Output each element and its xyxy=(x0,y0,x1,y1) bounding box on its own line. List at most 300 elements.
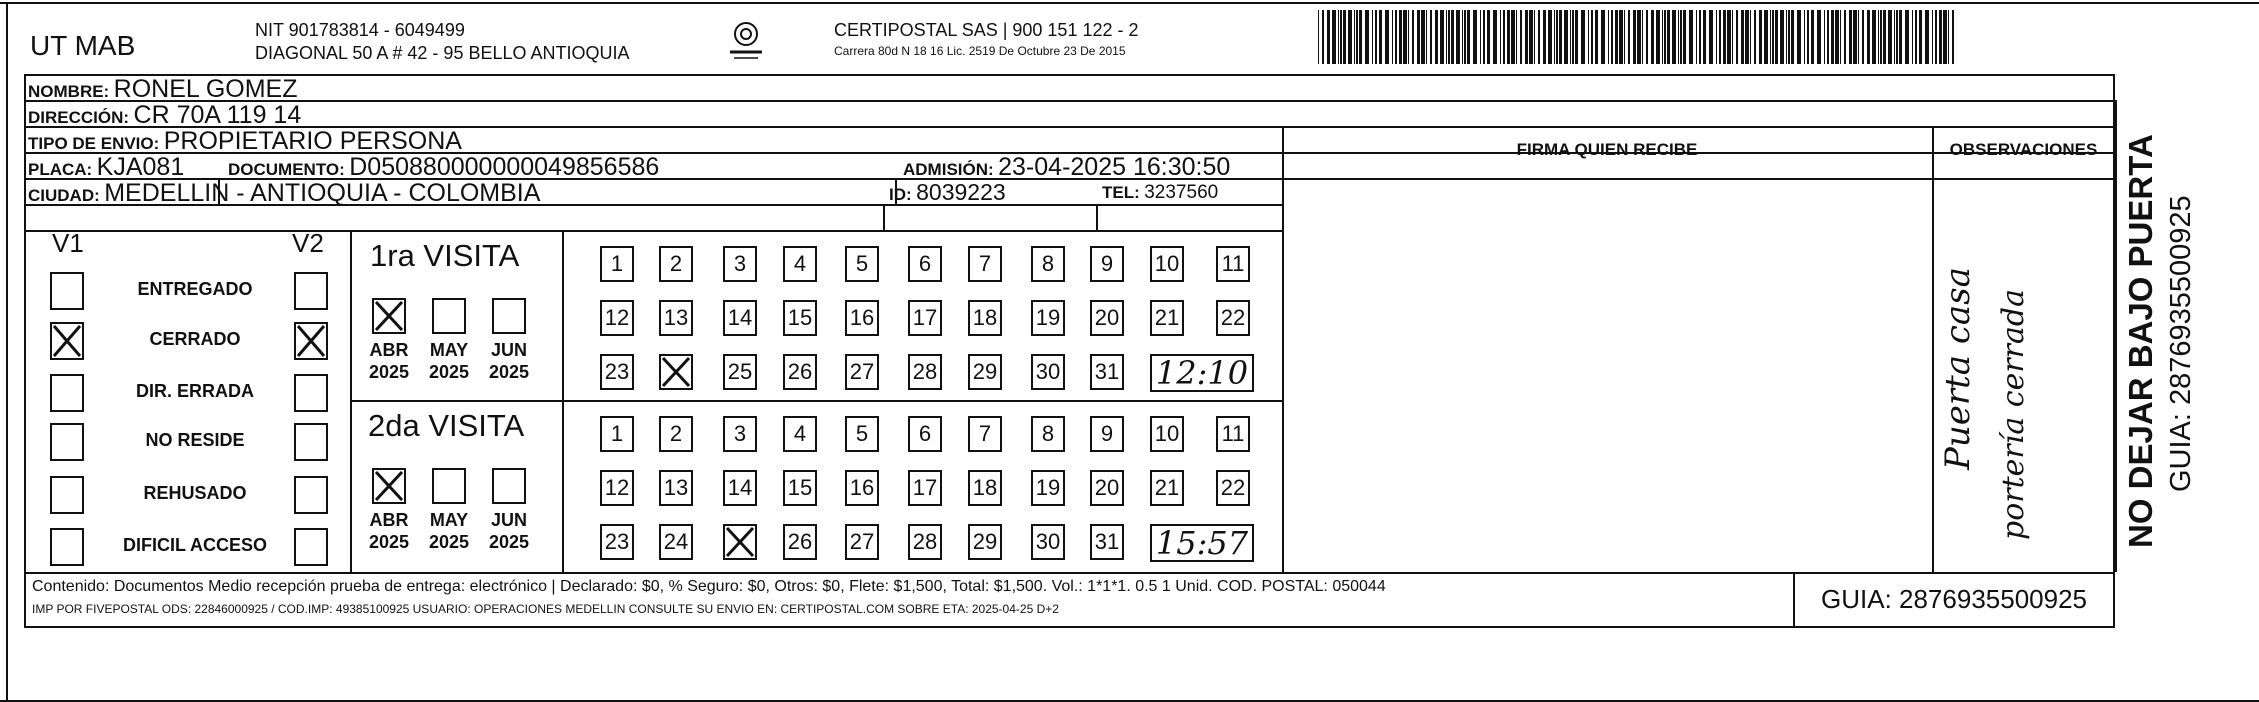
barcode-bar xyxy=(1915,10,1917,64)
barcode-bar xyxy=(1709,10,1713,64)
day-box[interactable]: 27 xyxy=(845,354,879,390)
day-box[interactable]: 4 xyxy=(783,246,817,282)
barcode-bar xyxy=(1699,10,1701,64)
barcode-bar xyxy=(1318,10,1319,64)
barcode-bar xyxy=(1511,10,1515,64)
row-line xyxy=(24,100,2115,102)
barcode-bar xyxy=(1507,10,1510,64)
day-box[interactable]: 15 xyxy=(783,300,817,336)
ciudad-value: MEDELLIN - ANTIOQUIA - COLOMBIA xyxy=(104,179,541,207)
barcode-bar xyxy=(1736,10,1738,64)
placa-row xyxy=(28,153,184,182)
barcode-bar xyxy=(1683,10,1686,64)
barcode-bar xyxy=(1611,10,1613,64)
month-checkbox[interactable] xyxy=(372,468,406,504)
barcode-bar xyxy=(1525,10,1528,64)
day-box[interactable]: 6 xyxy=(908,416,942,452)
barcode-bar xyxy=(1343,10,1346,64)
year-label: 2025 xyxy=(488,362,530,382)
barcode-bar xyxy=(1804,10,1805,64)
day-box[interactable]: 14 xyxy=(723,470,757,506)
barcode-bar xyxy=(1595,10,1598,64)
barcode-bar xyxy=(1340,10,1342,64)
carrier-license: Carrera 80d N 18 16 Lic. 2519 De Octubre 23 De 2015 xyxy=(834,44,1126,58)
barcode-bar xyxy=(1689,10,1693,64)
row-line xyxy=(1282,178,2115,180)
barcode-bar xyxy=(1849,10,1852,64)
day-box[interactable]: 19 xyxy=(1031,300,1065,336)
barcode-bar xyxy=(1633,10,1636,64)
barcode-bar xyxy=(1464,10,1466,64)
barcode-bar xyxy=(1678,10,1679,64)
barcode-bar xyxy=(1716,10,1717,64)
barcode-bar xyxy=(1824,10,1825,64)
barcode-bar xyxy=(1322,10,1324,64)
year-label: 2025 xyxy=(368,532,410,552)
status-label: REHUSADO xyxy=(143,483,247,503)
barcode-bar xyxy=(1608,10,1609,64)
day-box[interactable]: 18 xyxy=(968,300,1002,336)
barcode-bar xyxy=(1354,10,1355,64)
barcode-bar xyxy=(1672,10,1676,64)
id-value: 8039223 xyxy=(916,179,1006,205)
barcode-bar xyxy=(1853,10,1857,64)
day-box[interactable]: 14 xyxy=(723,300,757,336)
day-box[interactable]: 10 xyxy=(1150,246,1184,282)
barcode-bar xyxy=(1741,10,1744,64)
barcode-bar xyxy=(1750,10,1751,64)
v1-checkbox[interactable] xyxy=(50,272,84,310)
barcode-bar xyxy=(1493,10,1497,64)
col-line xyxy=(1932,126,1934,572)
barcode-bar xyxy=(1642,10,1643,64)
barcode-bar xyxy=(1880,10,1882,64)
day-box[interactable]: 18 xyxy=(968,470,1002,506)
day-box[interactable]: 22 xyxy=(1216,470,1250,506)
barcode-bar xyxy=(1516,10,1517,64)
barcode-bar xyxy=(1807,10,1809,64)
direccion-value: CR 70A 119 14 xyxy=(133,101,302,129)
barcode-bar xyxy=(1894,10,1895,64)
barcode-bar xyxy=(1487,10,1490,64)
barcode-bar xyxy=(1844,10,1846,64)
month-label: ABR xyxy=(369,340,409,360)
barcode-bar xyxy=(1939,10,1942,64)
col-line xyxy=(1096,204,1098,230)
v1-checkbox[interactable] xyxy=(50,528,84,566)
barcode-bar xyxy=(1348,10,1352,64)
barcode-bar xyxy=(1554,10,1555,64)
status-label: DIFICIL ACCESO xyxy=(122,535,267,555)
month-label: ABR xyxy=(369,510,409,530)
day-box[interactable]: 21 xyxy=(1150,470,1184,506)
month-checkbox[interactable] xyxy=(492,468,526,504)
barcode-bar xyxy=(1430,10,1432,64)
day-box[interactable]: 25 xyxy=(723,354,757,390)
admision-label: ADMISIÓN: xyxy=(903,160,994,179)
year-label: 2025 xyxy=(488,532,530,552)
day-box[interactable]: 21 xyxy=(1150,300,1184,336)
barcode-bar xyxy=(1775,10,1778,64)
barcode-bar xyxy=(1831,10,1834,64)
barcode-bar xyxy=(1581,10,1585,64)
barcode-bar xyxy=(1745,10,1749,64)
barcode-bar xyxy=(1619,10,1623,64)
day-box[interactable]: 11 xyxy=(1216,416,1250,452)
barcode-bar xyxy=(1375,10,1377,64)
barcode-bar xyxy=(1412,10,1414,64)
barcode-bar xyxy=(1327,10,1330,64)
barcode-bar xyxy=(1570,10,1571,64)
side-guia-text: GUIA: 2876935500925 xyxy=(2165,195,2197,492)
v2-checkbox[interactable] xyxy=(294,528,328,566)
barcode-bar xyxy=(1456,10,1460,64)
barcode-bar xyxy=(1656,10,1660,64)
day-box[interactable]: 11 xyxy=(1216,246,1250,282)
day-box[interactable]: 7 xyxy=(968,246,1002,282)
tel-value: 3237560 xyxy=(1144,182,1219,203)
col-line xyxy=(2115,100,2117,572)
direccion-label: DIRECCIÓN: xyxy=(28,108,130,127)
barcode-bar xyxy=(1858,10,1859,64)
certipostal-logo-icon xyxy=(716,18,776,64)
documento-value: D050880000000049856586 xyxy=(349,153,660,181)
barcode-bar xyxy=(1448,10,1450,64)
year-label: 2025 xyxy=(368,362,410,382)
tipo-row xyxy=(28,127,462,156)
id-label: ID: xyxy=(889,185,912,204)
day-box[interactable]: 6 xyxy=(908,246,942,282)
barcode-bar xyxy=(1480,10,1481,64)
barcode-bar xyxy=(1591,10,1593,64)
v2-checkbox[interactable] xyxy=(294,423,328,461)
day-box[interactable]: 26 xyxy=(783,524,817,560)
ciudad-row xyxy=(28,179,540,208)
tel-row xyxy=(1102,182,1218,204)
day-box[interactable]: 13 xyxy=(659,300,693,336)
status-label: CERRADO xyxy=(149,329,241,349)
barcode-bar xyxy=(1365,10,1369,64)
barcode-bar xyxy=(1601,10,1605,64)
month-label: MAY xyxy=(429,340,469,360)
day-box[interactable]: 27 xyxy=(845,524,879,560)
barcode-bar xyxy=(1764,10,1768,64)
barcode-bar xyxy=(1754,10,1756,64)
barcode-bar xyxy=(1811,10,1814,64)
barcode-bar xyxy=(1338,10,1339,64)
day-box[interactable]: 12 xyxy=(600,300,634,336)
barcode-bar xyxy=(1680,10,1682,64)
status-label: NO RESIDE xyxy=(145,430,245,450)
day-box[interactable]: 17 xyxy=(908,300,942,336)
barcode-bar xyxy=(1797,10,1801,64)
col-line xyxy=(883,204,885,230)
barcode-bar xyxy=(1503,10,1505,64)
month-label: MAY xyxy=(429,510,469,530)
barcode-bar xyxy=(1392,10,1393,64)
barcode-bar xyxy=(1948,10,1949,64)
day-box[interactable]: 20 xyxy=(1090,300,1124,336)
left-edge xyxy=(6,2,8,700)
barcode-bar xyxy=(1791,10,1794,64)
barcode-bar xyxy=(1770,10,1771,64)
day-box[interactable]: 17 xyxy=(908,470,942,506)
barcode-bar xyxy=(1872,10,1876,64)
top-edge xyxy=(0,2,2259,4)
day-box[interactable]: 2 xyxy=(659,246,693,282)
barcode-bar xyxy=(1827,10,1829,64)
nit-text: NIT 901783814 - 6049499 xyxy=(255,20,465,40)
day-box[interactable]: 29 xyxy=(968,524,1002,560)
year-label: 2025 xyxy=(428,532,470,552)
barcode-bar xyxy=(1529,10,1533,64)
barcode-bar xyxy=(1888,10,1892,64)
day-box[interactable]: 13 xyxy=(659,470,693,506)
barcode-bar xyxy=(1403,10,1407,64)
barcode-bar xyxy=(1572,10,1574,64)
barcode-bar xyxy=(1356,10,1358,64)
barcode-bar xyxy=(1564,10,1568,64)
barcode xyxy=(1318,10,1958,64)
barcode-bar xyxy=(1359,10,1362,64)
barcode-bar xyxy=(1759,10,1762,64)
admision-value: 23-04-2025 16:30:50 xyxy=(998,153,1231,181)
barcode-bar xyxy=(1772,10,1774,64)
day-box[interactable]: 16 xyxy=(845,470,879,506)
barcode-bar xyxy=(1588,10,1589,64)
barcode-bar xyxy=(1628,10,1630,64)
barcode-bar xyxy=(1932,10,1933,64)
barcode-bar xyxy=(1446,10,1447,64)
barcode-bar xyxy=(1952,10,1954,64)
day-box[interactable]: 5 xyxy=(845,246,879,282)
day-box[interactable] xyxy=(659,354,693,390)
firma-header: FIRMA QUIEN RECIBE xyxy=(1516,140,1698,159)
barcode-bar xyxy=(1483,10,1485,64)
v1-checkbox[interactable] xyxy=(50,374,84,412)
barcode-bar xyxy=(1332,10,1336,64)
barcode-bar xyxy=(1575,10,1578,64)
barcode-bar xyxy=(1543,10,1546,64)
day-box[interactable]: 2 xyxy=(659,416,693,452)
barcode-bar xyxy=(1435,10,1438,64)
barcode-bar xyxy=(1500,10,1501,64)
barcode-bar xyxy=(1667,10,1670,64)
barcode-bar xyxy=(1462,10,1463,64)
observation-line-1: Puerta casa xyxy=(1938,267,1978,470)
barcode-bar xyxy=(1646,10,1648,64)
day-box[interactable]: 20 xyxy=(1090,470,1124,506)
barcode-bar xyxy=(1862,10,1864,64)
tipo-value: PROPIETARIO PERSONA xyxy=(163,127,462,155)
barcode-bar xyxy=(1896,10,1898,64)
tel-label: TEL: xyxy=(1102,183,1140,202)
barcode-bar xyxy=(1780,10,1784,64)
day-box[interactable]: 29 xyxy=(968,354,1002,390)
v2-label: V2 xyxy=(292,228,324,258)
barcode-bar xyxy=(1624,10,1625,64)
placa-label: PLACA: xyxy=(28,160,93,179)
day-box[interactable] xyxy=(723,524,757,560)
month-checkbox[interactable] xyxy=(432,298,466,334)
v2-checkbox[interactable] xyxy=(294,272,328,310)
barcode-bar xyxy=(1395,10,1397,64)
nombre-row xyxy=(28,75,298,104)
col-line xyxy=(1282,126,1284,572)
barcode-bar xyxy=(1878,10,1879,64)
barcode-bar xyxy=(1867,10,1870,64)
brand-name: UT MAB xyxy=(30,30,136,61)
barcode-bar xyxy=(1919,10,1922,64)
year-label: 2025 xyxy=(428,362,470,382)
v2-checkbox[interactable] xyxy=(294,374,328,412)
footer-imp: IMP POR FIVEPOSTAL ODS: 22846000925 / COD.IMP: 49385100925 USUARIO: OPERACIONES MEDELLIN CONSULTE SU ENVIO EN: CERTIPOSTAL.COM SOBRE ETA: 2025-04-25 D+2 xyxy=(32,602,1059,616)
day-box[interactable]: 3 xyxy=(723,246,757,282)
barcode-bar xyxy=(1817,10,1821,64)
barcode-bar xyxy=(1473,10,1477,64)
barcode-bar xyxy=(1556,10,1558,64)
day-box[interactable]: 23 xyxy=(600,354,634,390)
v1-checkbox[interactable] xyxy=(50,476,84,514)
day-box[interactable]: 31 xyxy=(1090,524,1124,560)
day-box[interactable]: 16 xyxy=(845,300,879,336)
carrier-name: CERTIPOSTAL SAS | 900 151 122 - 2 xyxy=(834,20,1139,40)
barcode-bar xyxy=(1440,10,1444,64)
barcode-bar xyxy=(1651,10,1654,64)
barcode-bar xyxy=(1935,10,1937,64)
month-checkbox[interactable] xyxy=(492,298,526,334)
barcode-bar xyxy=(1883,10,1886,64)
day-box[interactable]: 23 xyxy=(600,524,634,560)
sender-address: DIAGONAL 50 A # 42 - 95 BELLO ANTIOQUIA xyxy=(255,43,630,63)
barcode-bar xyxy=(1732,10,1733,64)
barcode-bar xyxy=(1615,10,1618,64)
observation-line-2: portería cerrada xyxy=(1996,289,2031,540)
day-box[interactable]: 4 xyxy=(783,416,817,452)
observaciones-header: OBSERVACIONES xyxy=(1949,140,2098,159)
day-box[interactable]: 8 xyxy=(1031,246,1065,282)
day-box[interactable]: 28 xyxy=(908,354,942,390)
visit2-title: 2da VISITA xyxy=(368,408,525,443)
id-row xyxy=(889,179,1006,206)
ciudad-label: CIUDAD: xyxy=(28,186,100,205)
barcode-bar xyxy=(1899,10,1902,64)
barcode-bar xyxy=(1840,10,1841,64)
visit1-title: 1ra VISITA xyxy=(370,238,520,273)
day-box[interactable]: 31 xyxy=(1090,354,1124,390)
month-label: JUN xyxy=(490,340,527,360)
day-box[interactable]: 5 xyxy=(845,416,879,452)
barcode-bar xyxy=(1417,10,1420,64)
day-box[interactable]: 30 xyxy=(1031,354,1065,390)
barcode-bar xyxy=(1835,10,1839,64)
admision-row xyxy=(903,153,1230,182)
footer-line xyxy=(24,572,2115,574)
barcode-bar xyxy=(1372,10,1373,64)
barcode-bar xyxy=(1727,10,1731,64)
barcode-bar xyxy=(1408,10,1409,64)
day-box[interactable]: 12 xyxy=(600,470,634,506)
day-box[interactable]: 26 xyxy=(783,354,817,390)
day-box[interactable]: 8 xyxy=(1031,416,1065,452)
barcode-bar xyxy=(1534,10,1535,64)
visit-time: 15:57 xyxy=(1150,524,1254,562)
barcode-bar xyxy=(1426,10,1427,64)
v1-checkbox[interactable] xyxy=(50,322,84,360)
footer-guia: GUIA: 2876935500925 xyxy=(1821,584,2087,614)
month-checkbox[interactable] xyxy=(432,468,466,504)
day-box[interactable]: 22 xyxy=(1216,300,1250,336)
barcode-bar xyxy=(1703,10,1706,64)
barcode-bar xyxy=(1662,10,1663,64)
status-label: DIR. ERRADA xyxy=(135,381,254,401)
barcode-bar xyxy=(1467,10,1470,64)
visit-divider xyxy=(350,400,1282,402)
barcode-bar xyxy=(1943,10,1947,64)
day-box[interactable]: 30 xyxy=(1031,524,1065,560)
nombre-value: RONEL GOMEZ xyxy=(113,75,298,103)
row-line xyxy=(24,230,1282,232)
placa-value: KJA081 xyxy=(96,153,185,181)
barcode-bar xyxy=(1559,10,1562,64)
day-box[interactable]: 9 xyxy=(1090,246,1124,282)
barcode-bar xyxy=(1719,10,1721,64)
barcode-bar xyxy=(1421,10,1425,64)
day-box[interactable]: 10 xyxy=(1150,416,1184,452)
barcode-bar xyxy=(1925,10,1929,64)
barcode-bar xyxy=(1723,10,1726,64)
documento-label: DOCUMENTO: xyxy=(228,160,345,179)
v2-checkbox[interactable] xyxy=(294,322,328,360)
day-box[interactable]: 1 xyxy=(600,416,634,452)
day-box[interactable]: 19 xyxy=(1031,470,1065,506)
day-box[interactable]: 28 xyxy=(908,524,942,560)
day-box[interactable]: 24 xyxy=(659,524,693,560)
barcode-bar xyxy=(1912,10,1913,64)
documento-row xyxy=(228,153,659,182)
day-box[interactable]: 9 xyxy=(1090,416,1124,452)
tipo-label: TIPO DE ENVIO: xyxy=(28,134,160,153)
direccion-row xyxy=(28,101,301,130)
barcode-bar xyxy=(1696,10,1697,64)
footer-contenido: Contenido: Documentos Medio recepción prueba de entrega: electrónico | Declarado: $0, % Seguro: $0, Otros: $0, Flete: $1,500, Total: $1,500. Vol.: 1*1*1. 0.5 1 Unid. COD. POSTAL: 050044 xyxy=(32,578,1386,595)
barcode-bar xyxy=(1379,10,1382,64)
barcode-bar xyxy=(1538,10,1540,64)
barcode-bar xyxy=(1788,10,1790,64)
no-dejar-text: NO DEJAR BAJO PUERTA xyxy=(2122,134,2159,548)
barcode-bar xyxy=(1385,10,1389,64)
barcode-bar xyxy=(1399,10,1402,64)
status-label: ENTREGADO xyxy=(137,279,253,299)
day-box[interactable]: 1 xyxy=(600,246,634,282)
barcode-bar xyxy=(1637,10,1641,64)
barcode-bar xyxy=(1451,10,1454,64)
barcode-bar xyxy=(1664,10,1666,64)
v1-checkbox[interactable] xyxy=(50,423,84,461)
day-box[interactable]: 15 xyxy=(783,470,817,506)
nombre-label: NOMBRE: xyxy=(28,82,110,101)
barcode-bar xyxy=(1786,10,1787,64)
barcode-bar xyxy=(1548,10,1552,64)
day-box[interactable]: 7 xyxy=(968,416,1002,452)
v1-label: V1 xyxy=(52,228,84,258)
barcode-bar xyxy=(1905,10,1909,64)
visit-time: 12:10 xyxy=(1150,354,1254,392)
v2-checkbox[interactable] xyxy=(294,476,328,514)
barcode-bar xyxy=(1520,10,1522,64)
day-box[interactable]: 3 xyxy=(723,416,757,452)
month-checkbox[interactable] xyxy=(372,298,406,334)
